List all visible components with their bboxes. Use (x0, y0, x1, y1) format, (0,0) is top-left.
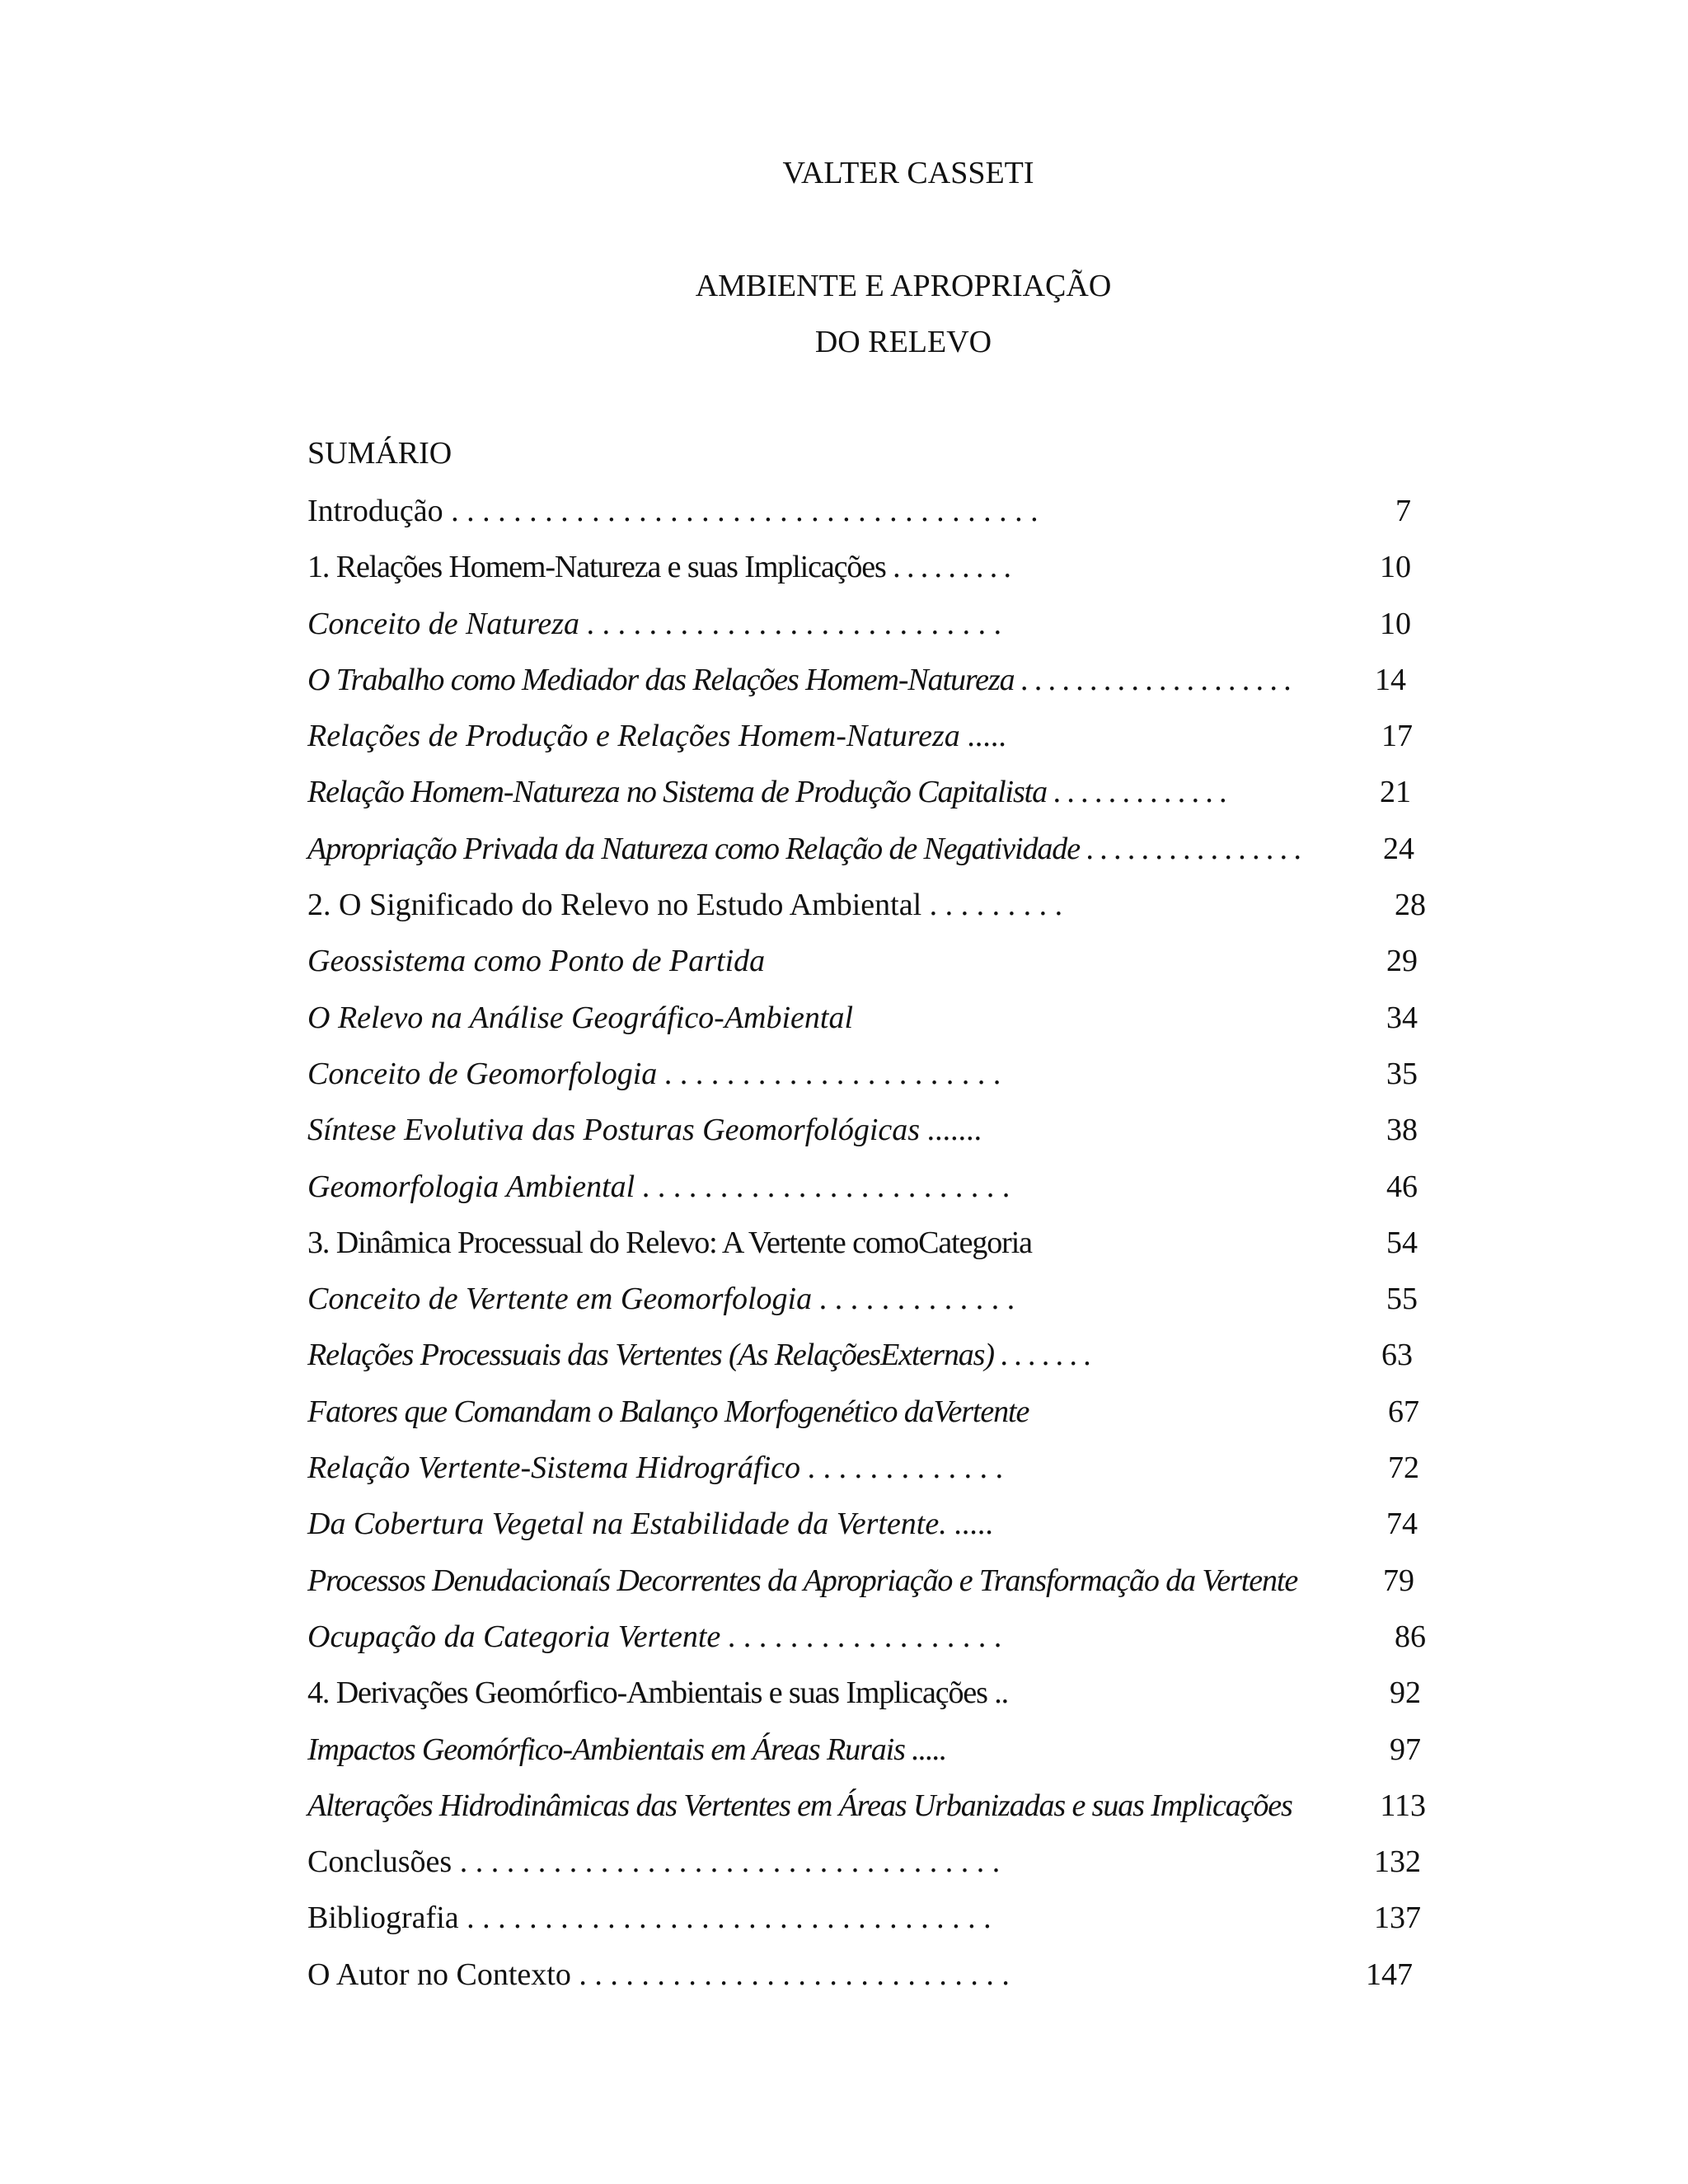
book-title-line-1: AMBIENTE E APROPRIAÇÃO (695, 269, 1112, 303)
toc-entry-title: Conceito de Geomorfologia . . . . . . . . . . . . . . . . . . . . . . (307, 1056, 1002, 1091)
toc-entry-page-number: 24 (1383, 831, 1414, 866)
toc-entry-title: Relações de Produção e Relações Homem-Natureza ..... (307, 719, 1007, 754)
toc-entry (0, 1392, 1688, 1448)
toc-entry (0, 772, 1688, 828)
toc-entry (0, 604, 1688, 660)
toc-entry-title: Síntese Evolutiva das Posturas Geomorfológicas ....... (307, 1113, 983, 1148)
toc-entry-page-number: 14 (1375, 662, 1406, 697)
toc-entry-page-number: 86 (1395, 1619, 1426, 1654)
toc-entry (0, 1955, 1688, 2011)
toc-entry (0, 491, 1688, 547)
toc-entry-title: Impactos Geomórfico-Ambientais em Áreas Rurais ..... (307, 1732, 947, 1767)
toc-entry-title: Conceito de Natureza . . . . . . . . . . . . . . . . . . . . . . . . . . . (307, 606, 1002, 641)
author-name: VALTER CASSETI (782, 156, 1034, 190)
toc-entry-title: 2. O Significado do Relevo no Estudo Ambiental . . . . . . . . . (307, 888, 1063, 923)
toc-entry (0, 1842, 1688, 1898)
toc-entry-title: 1. Relações Homem-Natureza e suas Implicações . . . . . . . . . (307, 550, 1010, 585)
toc-entry-page-number: 137 (1374, 1900, 1421, 1936)
toc-entry-title: O Trabalho como Mediador das Relações Homem-Natureza . . . . . . . . . . . . . . . . . . . . (307, 662, 1292, 697)
toc-entry-page-number: 7 (1395, 494, 1411, 528)
toc-entry (0, 1730, 1688, 1786)
toc-entry (0, 1673, 1688, 1729)
toc-entry (0, 829, 1688, 885)
toc-entry (0, 1448, 1688, 1504)
toc-entry-page-number: 74 (1386, 1507, 1418, 1542)
toc-entry (0, 1054, 1688, 1110)
toc-entry (0, 941, 1688, 997)
toc-entry-page-number: 67 (1388, 1394, 1419, 1429)
toc-entry (0, 1223, 1688, 1279)
toc-entry (0, 716, 1688, 772)
toc-entry (0, 547, 1688, 603)
toc-entry-title: Geossistema como Ponto de Partida (307, 944, 766, 979)
toc-heading: SUMÁRIO (307, 436, 452, 471)
toc-entry-page-number: 10 (1380, 550, 1411, 585)
toc-entry (0, 1279, 1688, 1335)
toc-entry-title: Geomorfologia Ambiental . . . . . . . . . . . . . . . . . . . . . . . . (307, 1169, 1011, 1204)
toc-entry-page-number: 21 (1380, 775, 1411, 810)
toc-entry-title: Conceito de Vertente em Geomorfologia . . . . . . . . . . . . . (307, 1282, 1016, 1317)
toc-entry-page-number: 38 (1386, 1113, 1418, 1148)
toc-entry-title: 3. Dinâmica Processual do Relevo: A Vertente comoCategoria (307, 1225, 1032, 1260)
toc-entry-title: Bibliografia . . . . . . . . . . . . . . . . . . . . . . . . . . . . . . . . . . (307, 1900, 992, 1936)
toc-entry-page-number: 132 (1374, 1844, 1421, 1880)
toc-entry-title: Da Cobertura Vegetal na Estabilidade da Vertente. ..... (307, 1507, 994, 1542)
toc-entry-page-number: 34 (1386, 1000, 1418, 1035)
toc-entry-title: Alterações Hidrodinâmicas das Vertentes em Áreas Urbanizadas e suas Implicações (307, 1788, 1292, 1823)
toc-entry-page-number: 46 (1386, 1169, 1418, 1204)
toc-entry (0, 1561, 1688, 1617)
toc-entry (0, 1898, 1688, 1954)
toc-entry-page-number: 55 (1386, 1282, 1418, 1317)
toc-entry (0, 1167, 1688, 1223)
toc-entry-title: Relação Vertente-Sistema Hidrográfico . . . . . . . . . . . . . (307, 1451, 1005, 1486)
toc-entry (0, 1504, 1688, 1560)
toc-entry-page-number: 147 (1366, 1957, 1413, 1992)
toc-entry-page-number: 10 (1380, 606, 1411, 641)
toc-entry-page-number: 113 (1380, 1788, 1426, 1823)
toc-entry-title: Fatores que Comandam o Balanço Morfogenético daVertente (307, 1394, 1029, 1429)
toc-entry-page-number: 35 (1386, 1056, 1418, 1091)
toc-entry-title: Introdução . . . . . . . . . . . . . . . . . . . . . . . . . . . . . . . . . . . . . . (307, 494, 1039, 528)
table-of-contents (0, 491, 1688, 2011)
toc-entry-page-number: 92 (1390, 1675, 1421, 1711)
toc-entry-title: Processos Denudacionaís Decorrentes da Apropriação e Transformação da Vertente (307, 1563, 1298, 1598)
toc-entry (0, 998, 1688, 1054)
toc-entry (0, 660, 1688, 716)
toc-entry-page-number: 28 (1395, 888, 1426, 923)
toc-entry (0, 1335, 1688, 1391)
toc-entry-page-number: 54 (1386, 1225, 1418, 1260)
toc-entry-title: Relações Processuais das Vertentes (As RelaçõesExternas) . . . . . . . (307, 1338, 1091, 1373)
book-title-line-2: DO RELEVO (814, 325, 992, 359)
toc-entry (0, 1110, 1688, 1166)
toc-entry-page-number: 79 (1383, 1563, 1414, 1598)
toc-entry (0, 1617, 1688, 1673)
toc-entry-page-number: 63 (1381, 1338, 1413, 1373)
toc-entry-title: Ocupação da Categoria Vertente . . . . . . . . . . . . . . . . . . (307, 1619, 1003, 1654)
toc-entry-title: O Autor no Contexto . . . . . . . . . . . . . . . . . . . . . . . . . . . . (307, 1957, 1010, 1992)
toc-entry-page-number: 17 (1381, 719, 1413, 754)
toc-entry (0, 885, 1688, 941)
toc-entry-title: 4. Derivações Geomórfico-Ambientais e suas Implicações .. (307, 1675, 1009, 1711)
toc-entry-title: Conclusões . . . . . . . . . . . . . . . . . . . . . . . . . . . . . . . . . . . (307, 1844, 1001, 1880)
toc-entry (0, 1786, 1688, 1842)
toc-entry-page-number: 97 (1390, 1732, 1421, 1767)
toc-entry-title: Relação Homem-Natureza no Sistema de Produção Capitalista . . . . . . . . . . . . . (307, 775, 1227, 810)
toc-entry-title: Apropriação Privada da Natureza como Relação de Negatividade . . . . . . . . . . . . . . . . (307, 831, 1301, 866)
toc-entry-page-number: 72 (1388, 1451, 1419, 1486)
toc-entry-title: O Relevo na Análise Geográfico-Ambiental (307, 1000, 854, 1035)
toc-entry-page-number: 29 (1386, 944, 1418, 979)
